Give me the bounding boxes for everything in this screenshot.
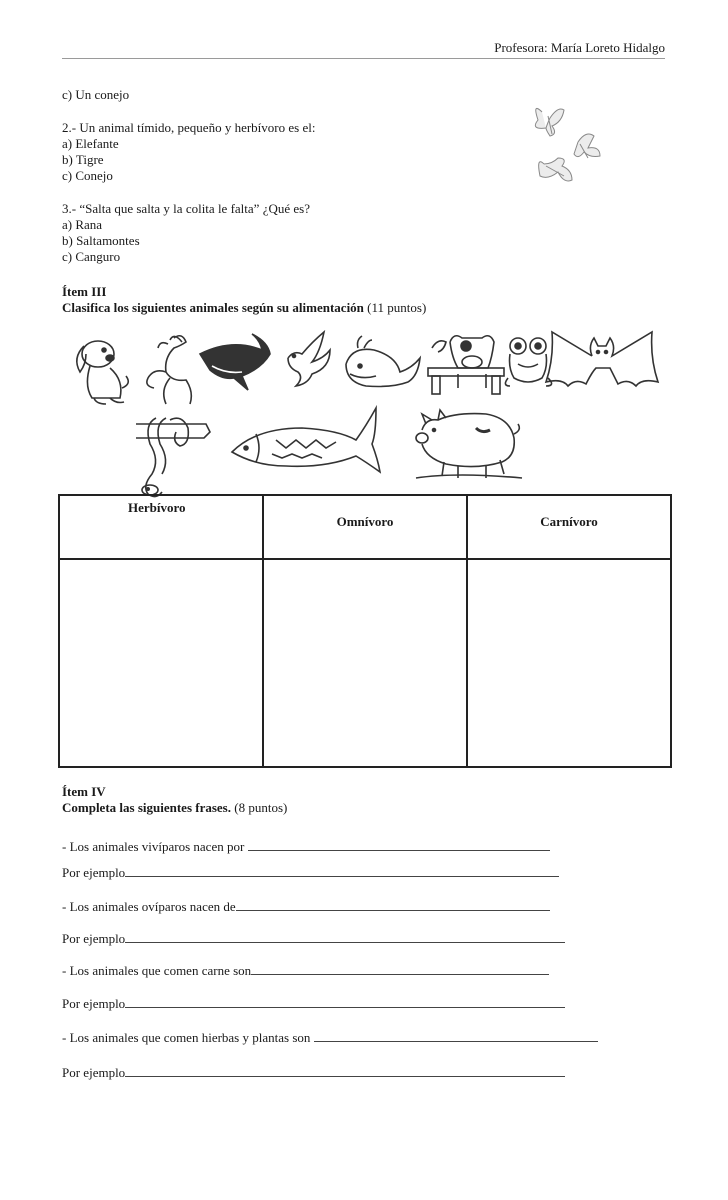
- column-header-herbivoro: Herbívoro: [59, 495, 263, 559]
- answer-blank[interactable]: [125, 864, 559, 877]
- answer-blank[interactable]: [236, 898, 550, 911]
- item3-points: (11 puntos): [367, 300, 427, 315]
- whale-icon: [346, 336, 420, 387]
- sentence-row: [62, 995, 565, 1013]
- sentence-row: [62, 898, 550, 916]
- q2-stem: 2.- Un animal tímido, pequeño y herbívoro es el:: [62, 120, 316, 135]
- answer-blank[interactable]: [251, 962, 549, 975]
- q2-option-b: b) Tigre: [62, 152, 104, 167]
- sentence-text: Por ejemplo: [62, 1065, 126, 1080]
- item3-instruction-line: [62, 300, 426, 317]
- teacher-header: Profesora: María Loreto Hidalgo: [494, 40, 665, 55]
- classification-table: [58, 494, 672, 768]
- answer-cell-carnivoro[interactable]: [467, 559, 671, 767]
- horse-icon: [147, 336, 191, 404]
- sentence-row: [62, 864, 559, 882]
- column-header-omnivoro: Omnívoro: [263, 495, 467, 559]
- q2-option-c: c) Conejo: [62, 168, 113, 183]
- sentence-text: - Los animales que comen carne son: [62, 963, 252, 978]
- q1-option-c: c) Un conejo: [62, 87, 130, 102]
- item4-points: (8 puntos): [234, 800, 288, 815]
- fish-icon: [232, 408, 380, 472]
- answer-blank[interactable]: [248, 838, 550, 851]
- item3-instruction: Clasifica los siguientes animales según su alimentación: [62, 300, 364, 315]
- frog-icon: [505, 338, 551, 386]
- answer-cell-herbivoro[interactable]: [59, 559, 263, 767]
- sentence-row: [62, 838, 550, 856]
- answer-blank[interactable]: [125, 930, 565, 943]
- q3-option-b: b) Saltamontes: [62, 233, 140, 248]
- sentence-text: - Los animales ovíparos nacen de: [62, 899, 236, 914]
- q3-option-c: c) Canguro: [62, 249, 121, 264]
- header-divider: [62, 58, 665, 59]
- item4-instruction: Completa las siguientes frases.: [62, 800, 231, 815]
- dog-icon: [77, 341, 128, 404]
- sentence-row: [62, 962, 549, 980]
- shark-icon: [200, 334, 270, 390]
- sentence-row: [62, 1064, 565, 1082]
- item4-title: Ítem IV: [62, 784, 106, 799]
- q3-stem: 3.- “Salta que salta y la colita le falta” ¿Qué es?: [62, 201, 310, 216]
- sentence-text: Por ejemplo: [62, 865, 126, 880]
- sentence-text: - Los animales vivíparos nacen por: [62, 839, 245, 854]
- sentence-row: [62, 930, 565, 948]
- q3-option-a: a) Rana: [62, 217, 103, 232]
- item3-title: Ítem III: [62, 284, 107, 299]
- sentence-text: Por ejemplo: [62, 931, 126, 946]
- dove-icon: [288, 332, 330, 386]
- cow-icon: [428, 336, 504, 394]
- answer-blank[interactable]: [314, 1029, 598, 1042]
- answer-blank[interactable]: [125, 995, 565, 1008]
- snake-icon: [136, 418, 210, 497]
- item4-instruction-line: [62, 800, 287, 817]
- sentence-text: - Los animales que comen hierbas y plantas son: [62, 1030, 311, 1045]
- butterflies-icon: [528, 100, 608, 196]
- sentence-text: Por ejemplo: [62, 996, 126, 1011]
- pig-icon: [416, 410, 522, 478]
- q2-option-a: a) Elefante: [62, 136, 119, 151]
- column-header-carnivoro: Carnívoro: [467, 495, 671, 559]
- bat-icon: [546, 332, 658, 386]
- sentence-row: [62, 1029, 598, 1047]
- answer-blank[interactable]: [125, 1064, 565, 1077]
- answer-cell-omnivoro[interactable]: [263, 559, 467, 767]
